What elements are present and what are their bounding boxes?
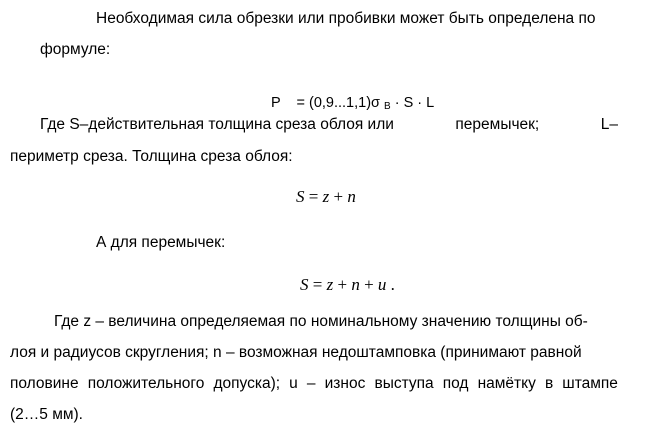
flash-plus: + [333, 187, 344, 206]
force-coef: (0,9...1,1)σ [308, 95, 380, 111]
bridge-dot: . [390, 275, 395, 294]
final-line-3-word-5: – [306, 375, 316, 392]
intro-line-1: Необходимая сила обрезки или пробивки может быть определена по [96, 10, 596, 27]
where-line-1-part-3: L– [600, 116, 618, 133]
final-line-3-word-1: половине [10, 375, 79, 392]
final-line-3-word-3: допуска); [213, 375, 281, 392]
bridge-eq: = [312, 275, 323, 294]
flash-z: z [322, 187, 330, 206]
final-line-3-word-10: в [544, 375, 554, 392]
force-eq: = [296, 95, 305, 111]
force-rest: · S · L [394, 95, 435, 111]
intro-line-2: формуле: [40, 41, 111, 58]
force-sub: B [384, 101, 391, 112]
where-line-1 [40, 115, 618, 135]
force-formula [271, 93, 434, 115]
final-line-3-word-6: износ [324, 375, 366, 392]
final-line-3-word-2: положительного [87, 375, 205, 392]
bridge-intro: А для перемычек: [96, 234, 226, 251]
final-line-3-word-7: выступа [374, 375, 434, 392]
where-line-1-part-1: Где S–действительная толщина среза облоя или [40, 116, 394, 133]
thickness-bridge-formula [300, 274, 395, 296]
bridge-u: u [377, 275, 387, 294]
final-line-3-word-9: намётку [477, 375, 536, 392]
flash-eq: = [308, 187, 319, 206]
final-line-4: (2…5 мм). [10, 406, 83, 423]
where-line-2: периметр среза. Толщина среза облоя: [10, 148, 293, 165]
final-line-3-word-4: u [289, 375, 298, 392]
final-line-3-word-11: штампе [562, 375, 618, 392]
bridge-plus-1: + [337, 275, 348, 294]
final-line-2: лоя и радиусов скругления; n – возможная недоштамповка (принимают равной [10, 344, 582, 361]
bridge-n: n [351, 275, 360, 294]
final-line-3 [10, 374, 618, 394]
bridge-z: z [326, 275, 334, 294]
force-lhs: P [271, 95, 281, 111]
bridge-s: S [300, 275, 309, 294]
final-line-3-word-8: под [442, 375, 469, 392]
flash-s: S [296, 187, 305, 206]
thickness-flash-formula [296, 186, 356, 208]
where-line-1-part-2: перемычек; [455, 116, 540, 133]
bridge-plus-2: + [364, 275, 374, 294]
final-line-1: Где z – величина определяемая по номинальному значению толщины об- [54, 313, 588, 330]
flash-n: n [347, 187, 356, 206]
